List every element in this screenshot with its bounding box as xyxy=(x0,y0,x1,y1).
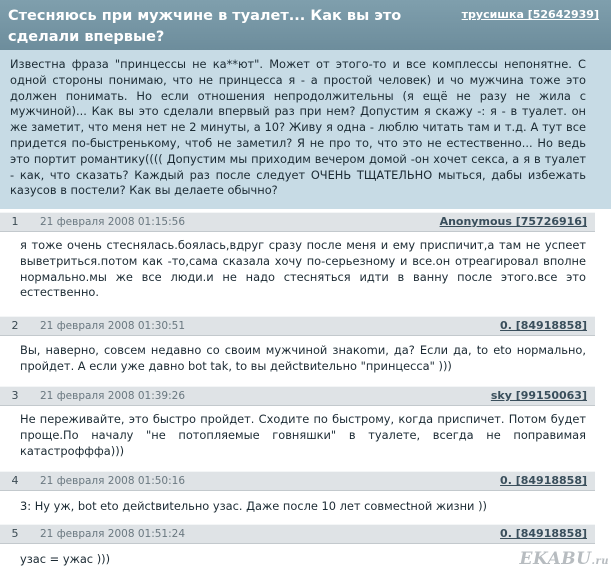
watermark-main: EKABU xyxy=(519,549,592,569)
post-date: 21 февраля 2008 01:39:26 xyxy=(40,390,186,402)
post-author-link[interactable]: 0. [84918858] xyxy=(500,527,587,540)
topic-author-link[interactable]: трусишка [52642939] xyxy=(461,8,599,21)
topic-question-text: Известна фраза "принцессы не ка**ют". Может от этого-то и все комплессы непонятне. С одной стороны понимаю, что не принцесса я - а простой человек) и чо мужчина тоже это должен понимать. Но если отношения непродолжительны (я ещё не разу не жила с мужчиной)... Как вы это сделали впервый раз при нем? Допустим я скажу -: я - в туалет. он же заметит, что меня нет не 2 минуты, а 10? Живу я одна - люблю читать там и т.д. А тут все придется по-быстренькому, чтоб не заметил? Я не про то, что это не естественно... Но ведь это портит романтику(((( Допустим мы приходим вечером домой -он хочет секса, а я в туалет - как, что сказать? Каждый раз после следует ОЧЕНЬ ТЩАТЕЛЬНО мыться, дабы избежать казусов в постели? Как вы делаете обычно? xyxy=(10,57,586,198)
post-text: я тоже очень стеснялась.боялась,вдруг сразу после меня и ему приспичит,а там не успеет выветриться.потом как -то,сама сказала хочу по-серьезному и все.он отреагировал вполне нормально.мы же все люди.и не надо стесняться идти в ванну после этого.все это естественно. xyxy=(20,238,586,300)
post-number: 1 xyxy=(11,215,19,228)
watermark-suffix: .ru xyxy=(591,556,609,567)
post-number: 4 xyxy=(11,474,19,487)
post-author-link[interactable]: 0. [84918858] xyxy=(500,474,587,487)
post-author-link[interactable]: 0. [84918858] xyxy=(500,319,587,332)
post-date: 21 февраля 2008 01:15:56 xyxy=(40,216,186,228)
topic-header xyxy=(0,0,611,50)
post-number: 2 xyxy=(11,319,19,332)
post-header xyxy=(0,212,595,232)
page-title: Стесняюсь при мужчине в туалет... Как вы это сделали впервые? xyxy=(8,8,402,45)
site-watermark-logo xyxy=(520,549,609,569)
topic-question-box xyxy=(0,50,611,209)
post-text: узас = ужас ))) xyxy=(20,552,111,566)
post-header xyxy=(0,524,595,544)
post-text: 3: Ну уж, bot eto дейсtвиtельно узас. Даже после 10 лет совмесtной жизни )) xyxy=(20,499,487,513)
post-header xyxy=(0,386,595,406)
post-author-link[interactable]: sky [99150063] xyxy=(490,389,587,402)
post-header xyxy=(0,471,595,491)
post-date: 21 февраля 2008 01:50:16 xyxy=(40,475,186,487)
post-number: 5 xyxy=(11,527,19,540)
post-header xyxy=(0,316,595,336)
post-text: Вы, наверно, совсем недавно со своим мужчиной знакоmи, да? Если да, to eto нормально, пройдет. А если уже давно bot tak, to вы дейсtвиtельно "принцесса" ))) xyxy=(20,343,586,373)
post-number: 3 xyxy=(11,389,19,402)
post-text: Не переживайте, это быстро пройдет. Сходите по быстрому, когда приспичет. Потом будет проще.По началу "не потопляемые говняшки" в туалете, всегда не поправимая катастрофффа))) xyxy=(20,412,586,458)
post-date: 21 февраля 2008 01:30:51 xyxy=(40,320,186,332)
post-date: 21 февраля 2008 01:51:24 xyxy=(40,528,186,540)
post-author-link[interactable]: Anonymous [75726916] xyxy=(439,215,587,228)
